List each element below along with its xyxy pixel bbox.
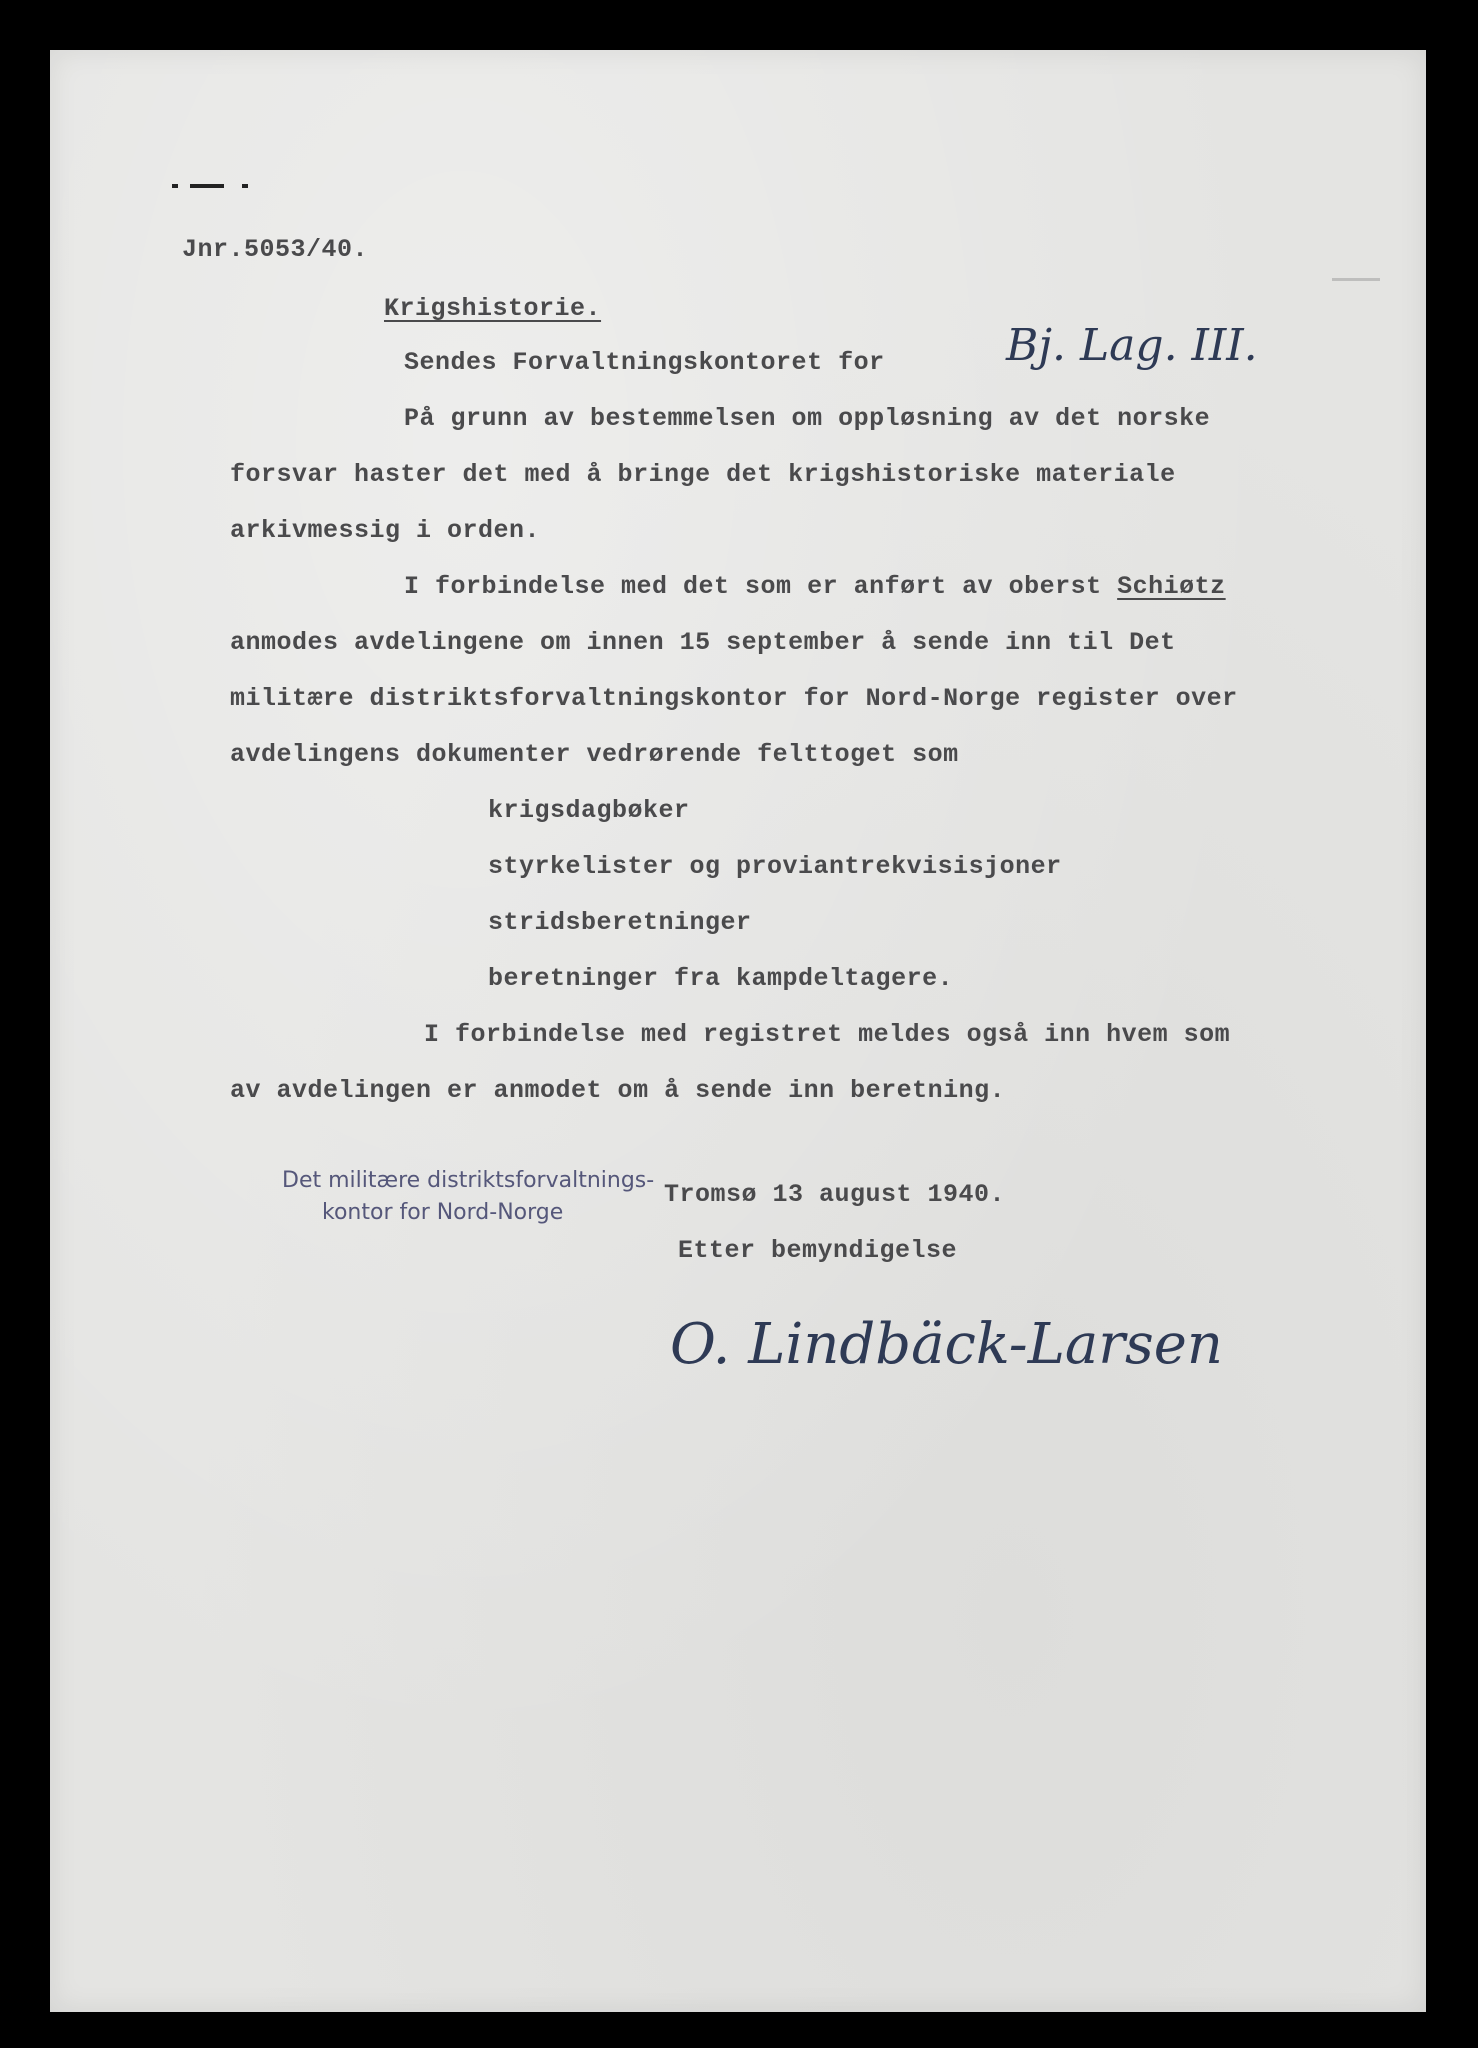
- list-item: stridsberetninger: [488, 908, 752, 937]
- list-item: beretninger fra kampdeltagere.: [488, 964, 954, 993]
- authority-line: Etter bemyndigelse: [678, 1236, 958, 1265]
- send-to-handwritten: Bj. Lag. III.: [1006, 320, 1258, 371]
- office-stamp-line2: kontor for Nord-Norge: [322, 1200, 564, 1225]
- signature: O. Lindbäck-Larsen: [670, 1312, 1223, 1377]
- paragraph2-line1: [404, 572, 1226, 601]
- place-date: Tromsø 13 august 1940.: [664, 1180, 1006, 1209]
- list-item: krigsdagbøker: [488, 796, 690, 825]
- paragraph1-line3: arkivmessig i orden.: [230, 516, 541, 545]
- subject-heading: Krigshistorie.: [384, 294, 602, 323]
- office-stamp-line1: Det militære distriktsforvaltnings-: [282, 1168, 655, 1193]
- journal-number: Jnr.5053/40.: [182, 235, 369, 264]
- edge-mark: [1332, 278, 1380, 281]
- paragraph2-line4: avdelingens dokumenter vedrørende felttoget som: [230, 740, 959, 769]
- person-name: Schiøtz: [1117, 572, 1226, 601]
- paragraph2-line3: militære distriktsforvaltningskontor for Nord-Norge register over: [230, 684, 1238, 713]
- paragraph1-line1: På grunn av bestemmelsen om oppløsning av det norske: [404, 404, 1211, 433]
- header-mark: [172, 184, 252, 190]
- paragraph3-line2: av avdelingen er anmodet om å sende inn beretning.: [230, 1076, 1006, 1105]
- paragraph2-line2: anmodes avdelingene om innen 15 september å sende inn til Det: [230, 628, 1176, 657]
- paragraph1-line2: forsvar haster det med å bringe det krigshistoriske materiale: [230, 460, 1176, 489]
- paragraph3-line1: I forbindelse med registret meldes også inn hvem som: [424, 1020, 1231, 1049]
- document-paper: [50, 50, 1426, 2012]
- send-to-line: Sendes Forvaltningskontoret for: [404, 348, 885, 377]
- paragraph2-line1-text: I forbindelse med det som er anført av oberst: [404, 572, 1118, 601]
- list-item: styrkelister og proviantrekvisisjoner: [488, 852, 1062, 881]
